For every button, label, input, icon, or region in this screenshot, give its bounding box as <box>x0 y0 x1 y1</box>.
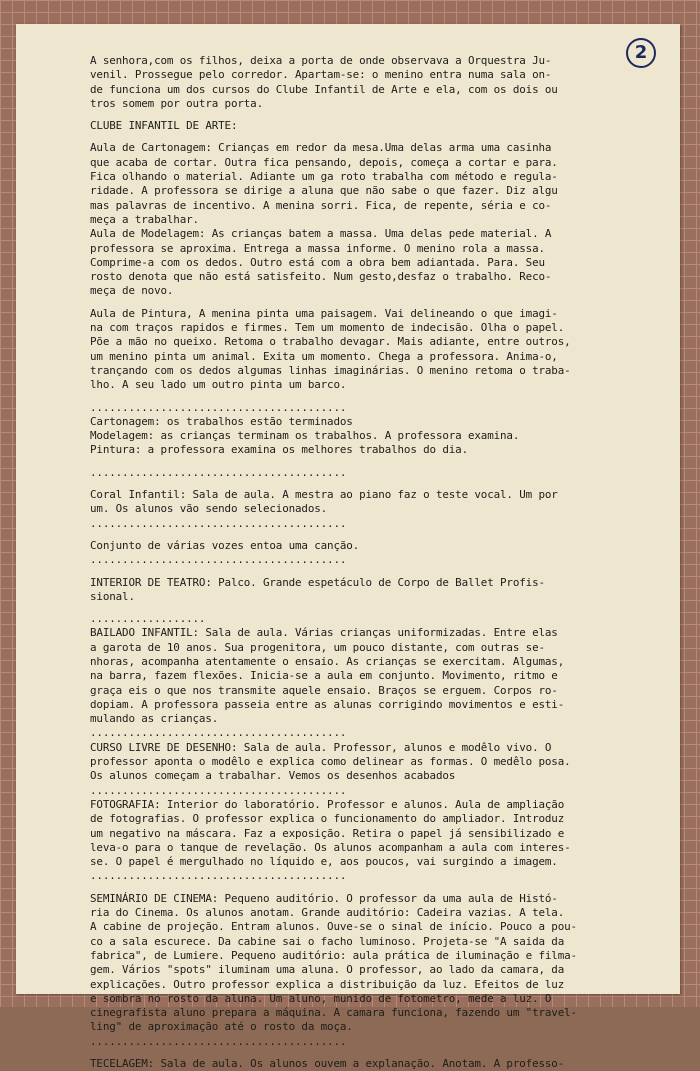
text-line: lho. A seu lado um outro pinta um barco. <box>90 378 347 392</box>
line-spacer <box>90 568 670 576</box>
text-line: Comprime-a com os dedos. Outro está com a obra bem adiantada. Para. Seu <box>90 255 545 269</box>
text-line: um. Os alunos vão sendo selecionados. <box>90 502 328 516</box>
text-line: CLUBE INFANTIL DE ARTE: <box>90 119 238 133</box>
text-line: explicações. Outro professor explica a distribuição da luz. Efeitos de luz <box>90 977 565 991</box>
separator-dots: ........................................ <box>90 516 347 530</box>
text-line: Conjunto de várias vozes entoa uma canção. <box>90 538 360 552</box>
text-line: Cartonagem: os trabalhos estão terminados <box>90 414 353 428</box>
line-spacer <box>90 458 670 466</box>
text-line: na com traços rapidos e firmes. Tem um momento de indecisão. Olha o papel. <box>90 321 565 335</box>
text-line: rosto denota que não está satisfeito. Num gesto,desfaz o trabalho. Reco- <box>90 270 552 284</box>
text-line: na barra, fazem flexões. Inicia-se a aula em conjunto. Movimento, ritmo e <box>90 669 558 683</box>
page-text <box>90 54 670 1071</box>
line-spacer <box>90 133 670 141</box>
text-line: TECELAGEM: Sala de aula. Os alunos ouvem a explanação. Anotam. A professo- <box>90 1057 565 1070</box>
text-line: gem. Vários "spots" iluminam uma aluna. O professor, ao lado da camara, da <box>90 963 565 977</box>
text-line: BAILADO INFANTIL: Sala de aula. Várias crianças uniformizadas. Entre elas <box>90 626 558 640</box>
separator-dots: ........................................ <box>90 1034 347 1048</box>
text-line: Aula de Pintura, A menina pinta uma paisagem. Vai delineando o que imagi- <box>90 306 558 320</box>
separator-dots: ........................................ <box>90 726 347 740</box>
text-line: A cabine de projeção. Entram alunos. Ouve-se o sinal de início. Pouco a pou- <box>90 920 577 934</box>
text-line: dopiam. A professora passeia entre as alunas corrigindo movimentos e esti- <box>90 697 565 711</box>
text-line: sional. <box>90 589 135 603</box>
text-line: fabrica", de Lumiere. Pequeno auditório: aula prática de iluminação e filma- <box>90 948 577 962</box>
text-line: Coral Infantil: Sala de aula. A mestra ao piano faz o teste vocal. Um por <box>90 488 558 502</box>
text-line: Pintura: a professora examina os melhores trabalhos do dia. <box>90 443 468 457</box>
text-line: meça a trabalhar. <box>90 212 199 226</box>
text-line: se. O papel é mergulhado no líquido e, aos poucos, vai surgindo a imagem. <box>90 855 558 869</box>
line-spacer <box>90 299 670 307</box>
line-spacer <box>90 531 670 539</box>
text-line: Aula de Cartonagem: Crianças em redor da mesa.Uma delas arma uma casinha <box>90 141 552 155</box>
text-line: que acaba de cortar. Outra fica pensando, depois, começa a cortar e para. <box>90 155 558 169</box>
text-line: trançando com os dedos algumas linhas imaginárias. O menino retoma o traba- <box>90 363 571 377</box>
text-line: Fica olhando o material. Adiante um ga roto trabalha com método e regula- <box>90 170 558 184</box>
text-line: graça eis o que nos transmite aquele ensaio. Braços se erguem. Corpos ro- <box>90 683 558 697</box>
text-line: CURSO LIVRE DE DESENHO: Sala de aula. Professor, alunos e modêlo vivo. O <box>90 740 552 754</box>
line-spacer <box>90 480 670 488</box>
separator-dots: ........................................ <box>90 869 347 883</box>
line-spacer <box>90 1049 670 1057</box>
line-spacer <box>90 393 670 401</box>
separator-dots: ........................................ <box>90 465 347 479</box>
text-line: ridade. A professora se dirige a aluna que não sabe o que fazer. Diz algu <box>90 184 558 198</box>
separator-dots: .................. <box>90 612 206 626</box>
text-line: Modelagem: as crianças terminam os trabalhos. A professora examina. <box>90 429 520 443</box>
text-line: Os alunos começam a trabalhar. Vemos os desenhos acabados <box>90 769 456 783</box>
typed-page <box>16 24 680 1070</box>
text-line: a garota de 10 anos. Sua progenitora, um pouco distante, com outras se- <box>90 640 545 654</box>
text-line: de fotografias. O professor explica o funcionamento do ampliador. Introduz <box>90 812 565 826</box>
text-line: ria do Cinema. Os alunos anotam. Grande auditório: Cadeira vazias. A tela. <box>90 906 565 920</box>
text-line: meça de novo. <box>90 284 174 298</box>
text-line: de funciona um dos cursos do Clube Infantil de Arte e ela, com os dois ou <box>90 82 558 96</box>
text-line: ling" de aproximação até o rosto da moça. <box>90 1020 353 1034</box>
text-line: professor aponta o modêlo e explica como delinear as formas. O medêlo posa. <box>90 755 571 769</box>
text-line: mas palavras de incentivo. A menina sorri. Fica, de repente, séria e co- <box>90 198 552 212</box>
text-line: co a sala escurece. Da cabine sai o facho luminoso. Projeta-se "A saida da <box>90 934 565 948</box>
text-line: nhoras, acompanha atentamente o ensaio. As crianças se exercitam. Algumas, <box>90 654 565 668</box>
text-line: A senhora,com os filhos, deixa a porta de onde observava a Orquestra Ju- <box>90 54 552 67</box>
text-line: leva-o para o tanque de revelação. Os alunos acompanham a aula com interes- <box>90 840 571 854</box>
text-line: professora se aproxima. Entrega a massa informe. O menino rola a massa. <box>90 241 545 255</box>
text-line: FOTOGRAFIA: Interior do laboratório. Professor e alunos. Aula de ampliação <box>90 797 565 811</box>
separator-dots: ........................................ <box>90 400 347 414</box>
text-line: venil. Prossegue pelo corredor. Apartam-se: o menino entra numa sala on- <box>90 68 552 82</box>
separator-dots: ........................................ <box>90 783 347 797</box>
text-line: Põe a mão no queixo. Retoma o trabalho devagar. Mais adiante, entre outros, <box>90 335 571 349</box>
text-line: tros somem por outra porta. <box>90 96 263 110</box>
text-line: Aula de Modelagem: As crianças batem a massa. Uma delas pede material. A <box>90 227 552 241</box>
text-line: mulando as crianças. <box>90 712 219 726</box>
text-line: SEMINÁRIO DE CINEMA: Pequeno auditório. O professor da uma aula de Histó- <box>90 891 558 905</box>
line-spacer <box>90 884 670 892</box>
text-line: e sombra no rosto da aluna. Um aluno, munido de fotometro, mede a luz. O <box>90 991 552 1005</box>
text-line: cinegrafista aluno prepara a máquina. A camara funciona, fazendo um "travel- <box>90 1006 577 1020</box>
handwritten-page-number: 2 <box>626 38 656 68</box>
text-line: um menino pinta um animal. Exita um momento. Chega a professora. Anima-o, <box>90 349 558 363</box>
text-line: INTERIOR DE TEATRO: Palco. Grande espetáculo de Corpo de Ballet Profis- <box>90 575 545 589</box>
text-line: um negativo na máscara. Faz a exposição. Retira o papel já sensibilizado e <box>90 826 565 840</box>
separator-dots: ........................................ <box>90 553 347 567</box>
line-spacer <box>90 111 670 119</box>
line-spacer <box>90 604 670 612</box>
